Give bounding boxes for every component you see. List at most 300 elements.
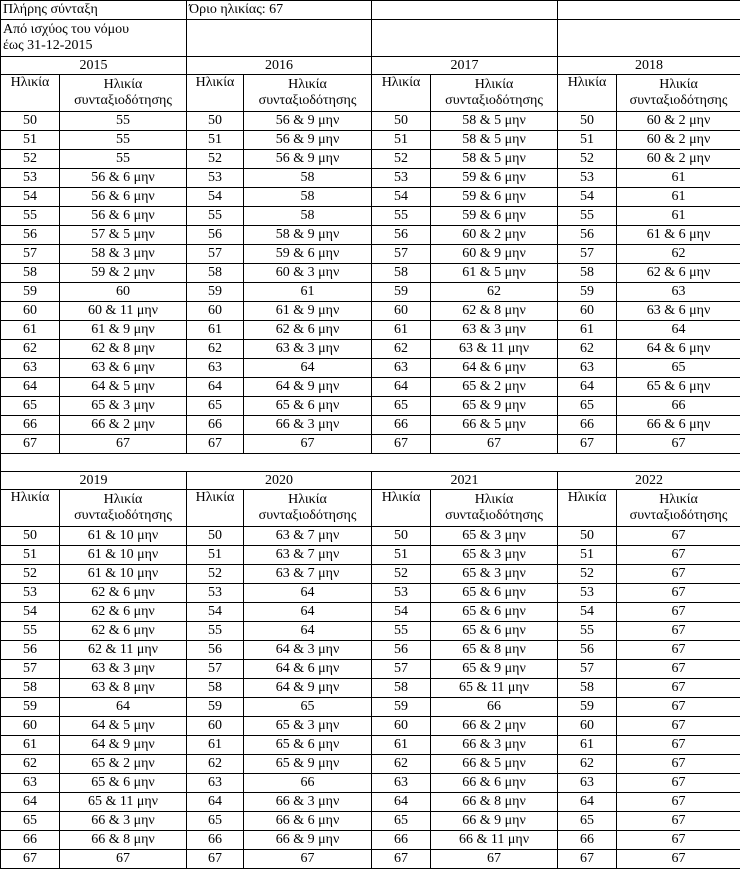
empty-cell[interactable] [558,1,740,20]
age-cell[interactable]: 62 [1,340,60,359]
pension-age-cell[interactable]: 62 & 6 μην [617,264,740,283]
age-cell[interactable]: 58 [372,679,431,698]
age-cell[interactable]: 55 [187,207,244,226]
pension-age-column-label[interactable] [431,490,558,527]
age-cell[interactable]: 60 [1,717,60,736]
age-column-label[interactable]: Ηλικία [187,75,244,112]
age-cell[interactable]: 50 [372,112,431,131]
age-cell[interactable]: 56 [1,226,60,245]
empty-cell[interactable] [372,1,558,20]
pension-age-cell[interactable]: 65 & 6 μην [617,378,740,397]
age-cell[interactable]: 61 [187,321,244,340]
age-cell[interactable]: 50 [558,527,617,546]
age-cell[interactable]: 52 [187,565,244,584]
pension-age-cell[interactable]: 66 & 6 μην [244,812,372,831]
age-cell[interactable]: 55 [372,622,431,641]
year-header-cell[interactable]: 2016 [187,57,372,75]
pension-age-cell[interactable]: 61 & 5 μην [431,264,558,283]
pension-age-cell[interactable]: 65 & 6 μην [60,774,187,793]
pension-age-cell[interactable]: 66 & 6 μην [431,774,558,793]
age-cell[interactable]: 55 [558,207,617,226]
pension-age-cell[interactable]: 67 [617,435,740,454]
pension-age-cell[interactable]: 66 & 3 μην [431,736,558,755]
age-cell[interactable]: 66 [187,416,244,435]
age-cell[interactable]: 66 [558,416,617,435]
pension-age-cell[interactable]: 65 & 11 μην [60,793,187,812]
pension-age-cell[interactable]: 67 [617,774,740,793]
age-cell[interactable]: 57 [558,245,617,264]
age-cell[interactable]: 60 [372,717,431,736]
age-cell[interactable]: 56 [187,226,244,245]
age-cell[interactable]: 56 [372,226,431,245]
pension-age-cell[interactable]: 62 [617,245,740,264]
pension-age-cell[interactable]: 61 & 10 μην [60,546,187,565]
pension-age-cell[interactable]: 67 [617,546,740,565]
age-cell[interactable]: 67 [187,435,244,454]
pension-age-cell[interactable]: 66 & 8 μην [431,793,558,812]
pension-age-cell[interactable]: 66 & 2 μην [431,717,558,736]
age-cell[interactable]: 65 [558,812,617,831]
pension-age-cell[interactable]: 65 & 3 μην [60,397,187,416]
age-column-label[interactable]: Ηλικία [1,490,60,527]
age-cell[interactable]: 58 [187,679,244,698]
pension-age-cell[interactable]: 55 [60,131,187,150]
pension-age-cell[interactable]: 67 [244,850,372,869]
age-cell[interactable]: 66 [372,831,431,850]
age-cell[interactable]: 64 [1,378,60,397]
pension-age-column-label[interactable] [60,490,187,527]
age-cell[interactable]: 54 [558,188,617,207]
age-cell[interactable]: 63 [558,359,617,378]
pension-age-cell[interactable]: 67 [244,435,372,454]
pension-age-cell[interactable]: 57 & 5 μην [60,226,187,245]
pension-age-cell[interactable]: 59 & 6 μην [244,245,372,264]
age-cell[interactable]: 51 [1,131,60,150]
year-header-cell[interactable]: 2015 [1,57,187,75]
age-cell[interactable]: 56 [558,641,617,660]
age-cell[interactable]: 65 [372,812,431,831]
pension-age-cell[interactable]: 65 & 3 μην [431,527,558,546]
age-cell[interactable]: 57 [1,245,60,264]
pension-age-cell[interactable]: 64 [244,584,372,603]
pension-age-cell[interactable]: 58 & 9 μην [244,226,372,245]
age-cell[interactable]: 66 [1,831,60,850]
pension-age-cell[interactable]: 61 [244,283,372,302]
pension-age-cell[interactable]: 66 [431,698,558,717]
pension-age-cell[interactable]: 64 [244,622,372,641]
age-cell[interactable]: 52 [187,150,244,169]
pension-age-cell[interactable]: 62 & 8 μην [431,302,558,321]
age-cell[interactable]: 65 [1,812,60,831]
age-cell[interactable]: 50 [187,112,244,131]
pension-age-cell[interactable]: 56 & 6 μην [60,169,187,188]
age-cell[interactable]: 50 [1,112,60,131]
year-header-cell[interactable]: 2021 [372,472,558,490]
age-cell[interactable]: 52 [558,150,617,169]
pension-age-column-label[interactable] [431,75,558,112]
age-cell[interactable]: 55 [558,622,617,641]
pension-age-cell[interactable]: 67 [60,850,187,869]
pension-age-cell[interactable]: 67 [617,584,740,603]
pension-age-cell[interactable]: 58 [244,169,372,188]
age-cell[interactable]: 56 [1,641,60,660]
sheet-title[interactable]: Πλήρης σύνταξη [1,1,187,20]
age-cell[interactable]: 56 [187,641,244,660]
pension-age-cell[interactable]: 58 & 5 μην [431,150,558,169]
pension-age-cell[interactable]: 64 [244,603,372,622]
age-cell[interactable]: 52 [1,150,60,169]
age-cell[interactable]: 63 [1,774,60,793]
pension-age-column-label[interactable] [617,75,740,112]
age-cell[interactable]: 67 [1,435,60,454]
age-cell[interactable]: 60 [558,717,617,736]
age-column-label[interactable]: Ηλικία [372,490,431,527]
age-cell[interactable]: 66 [372,416,431,435]
pension-age-cell[interactable]: 64 & 3 μην [244,641,372,660]
age-cell[interactable]: 66 [558,831,617,850]
age-cell[interactable]: 62 [372,340,431,359]
age-cell[interactable]: 66 [1,416,60,435]
age-cell[interactable]: 53 [558,169,617,188]
age-cell[interactable]: 53 [372,169,431,188]
pension-age-cell[interactable]: 64 & 9 μην [244,679,372,698]
pension-age-cell[interactable]: 64 & 6 μην [431,359,558,378]
pension-age-cell[interactable]: 55 [60,112,187,131]
pension-age-cell[interactable]: 60 & 2 μην [617,150,740,169]
age-cell[interactable]: 53 [1,584,60,603]
pension-age-cell[interactable]: 60 & 9 μην [431,245,558,264]
age-cell[interactable]: 65 [558,397,617,416]
age-cell[interactable]: 63 [1,359,60,378]
age-cell[interactable]: 57 [372,660,431,679]
age-cell[interactable]: 56 [558,226,617,245]
pension-age-cell[interactable]: 63 & 3 μην [60,660,187,679]
pension-age-cell[interactable]: 66 & 8 μην [60,831,187,850]
age-cell[interactable]: 53 [187,169,244,188]
pension-age-cell[interactable]: 64 [60,698,187,717]
pension-age-cell[interactable]: 67 [617,527,740,546]
age-cell[interactable]: 65 [1,397,60,416]
age-cell[interactable]: 62 [1,755,60,774]
year-header-cell[interactable]: 2019 [1,472,187,490]
pension-age-cell[interactable]: 67 [617,660,740,679]
age-cell[interactable]: 62 [187,340,244,359]
age-column-label[interactable]: Ηλικία [1,75,60,112]
pension-age-cell[interactable]: 59 & 6 μην [431,188,558,207]
age-cell[interactable]: 60 [558,302,617,321]
pension-age-cell[interactable]: 66 & 6 μην [617,416,740,435]
pension-age-cell[interactable]: 66 & 5 μην [431,755,558,774]
age-cell[interactable]: 67 [558,435,617,454]
age-cell[interactable]: 58 [558,679,617,698]
pension-age-cell[interactable]: 67 [617,698,740,717]
age-cell[interactable]: 65 [187,812,244,831]
age-cell[interactable]: 65 [372,397,431,416]
pension-age-cell[interactable]: 64 & 9 μην [60,736,187,755]
age-limit-cell[interactable]: Όριο ηλικίας: 67 [187,1,372,20]
empty-cell[interactable] [187,20,372,57]
pension-age-cell[interactable]: 67 [617,831,740,850]
age-cell[interactable]: 55 [1,207,60,226]
pension-age-cell[interactable]: 66 & 11 μην [431,831,558,850]
pension-age-cell[interactable]: 66 [617,397,740,416]
pension-age-cell[interactable]: 65 & 8 μην [431,641,558,660]
pension-age-cell[interactable]: 65 & 2 μην [431,378,558,397]
pension-age-cell[interactable]: 66 & 3 μην [244,416,372,435]
age-cell[interactable]: 64 [187,793,244,812]
age-cell[interactable]: 52 [372,565,431,584]
age-cell[interactable]: 60 [372,302,431,321]
age-cell[interactable]: 52 [1,565,60,584]
pension-age-cell[interactable]: 58 [244,188,372,207]
year-header-cell[interactable]: 2017 [372,57,558,75]
pension-age-cell[interactable]: 61 & 10 μην [60,527,187,546]
pension-age-cell[interactable]: 59 & 6 μην [431,207,558,226]
age-cell[interactable]: 57 [558,660,617,679]
age-cell[interactable]: 52 [372,150,431,169]
pension-age-cell[interactable]: 66 & 3 μην [60,812,187,831]
pension-age-cell[interactable]: 65 & 9 μην [244,755,372,774]
pension-age-cell[interactable]: 59 & 2 μην [60,264,187,283]
age-cell[interactable]: 57 [187,245,244,264]
pension-age-column-label[interactable] [617,490,740,527]
age-cell[interactable]: 62 [558,340,617,359]
pension-age-cell[interactable]: 66 & 5 μην [431,416,558,435]
law-note-cell[interactable] [1,20,187,57]
pension-age-cell[interactable]: 62 & 11 μην [60,641,187,660]
age-cell[interactable]: 64 [187,378,244,397]
age-cell[interactable]: 64 [558,793,617,812]
pension-age-cell[interactable]: 63 & 3 μην [244,340,372,359]
age-cell[interactable]: 62 [187,755,244,774]
age-cell[interactable]: 63 [372,359,431,378]
pension-age-cell[interactable]: 67 [617,679,740,698]
age-cell[interactable]: 59 [187,283,244,302]
age-cell[interactable]: 61 [1,736,60,755]
age-column-label[interactable]: Ηλικία [372,75,431,112]
pension-age-cell[interactable]: 67 [617,812,740,831]
age-cell[interactable]: 51 [558,131,617,150]
pension-age-cell[interactable]: 63 & 7 μην [244,527,372,546]
age-cell[interactable]: 57 [187,660,244,679]
pension-age-cell[interactable]: 67 [617,850,740,869]
age-cell[interactable]: 65 [187,397,244,416]
age-cell[interactable]: 54 [187,188,244,207]
pension-age-cell[interactable]: 65 & 2 μην [60,755,187,774]
age-cell[interactable]: 67 [558,850,617,869]
age-cell[interactable]: 51 [1,546,60,565]
age-cell[interactable]: 53 [187,584,244,603]
pension-age-cell[interactable]: 60 & 2 μην [617,112,740,131]
pension-age-cell[interactable]: 55 [60,150,187,169]
age-cell[interactable]: 61 [187,736,244,755]
age-cell[interactable]: 59 [1,698,60,717]
age-cell[interactable]: 53 [558,584,617,603]
age-cell[interactable]: 51 [372,546,431,565]
pension-age-cell[interactable]: 65 & 6 μην [431,603,558,622]
pension-age-cell[interactable]: 60 & 2 μην [431,226,558,245]
pension-age-column-label[interactable] [60,75,187,112]
age-cell[interactable]: 54 [1,603,60,622]
pension-age-cell[interactable]: 64 & 9 μην [244,378,372,397]
pension-age-cell[interactable]: 66 & 9 μην [244,831,372,850]
age-cell[interactable]: 56 [372,641,431,660]
pension-age-cell[interactable]: 64 [617,321,740,340]
age-cell[interactable]: 54 [372,188,431,207]
pension-age-cell[interactable]: 63 [617,283,740,302]
pension-age-cell[interactable]: 65 & 6 μην [244,397,372,416]
age-cell[interactable]: 53 [1,169,60,188]
pension-age-cell[interactable]: 67 [617,736,740,755]
pension-age-cell[interactable]: 63 & 3 μην [431,321,558,340]
age-cell[interactable]: 57 [372,245,431,264]
pension-age-cell[interactable]: 59 & 6 μην [431,169,558,188]
pension-age-cell[interactable]: 61 [617,207,740,226]
pension-age-cell[interactable]: 65 [617,359,740,378]
pension-age-cell[interactable]: 67 [617,622,740,641]
pension-age-cell[interactable]: 64 & 6 μην [617,340,740,359]
age-cell[interactable]: 64 [372,793,431,812]
age-cell[interactable]: 66 [187,831,244,850]
age-cell[interactable]: 55 [372,207,431,226]
age-cell[interactable]: 50 [372,527,431,546]
age-column-label[interactable]: Ηλικία [558,75,617,112]
age-cell[interactable]: 61 [372,321,431,340]
pension-age-cell[interactable]: 60 & 11 μην [60,302,187,321]
age-cell[interactable]: 54 [372,603,431,622]
age-cell[interactable]: 59 [1,283,60,302]
pension-age-cell[interactable]: 67 [617,755,740,774]
pension-age-cell[interactable]: 67 [617,603,740,622]
pension-age-cell[interactable]: 58 & 5 μην [431,131,558,150]
age-cell[interactable]: 62 [372,755,431,774]
pension-age-cell[interactable]: 65 & 6 μην [431,584,558,603]
age-cell[interactable]: 51 [372,131,431,150]
age-cell[interactable]: 52 [558,565,617,584]
pension-age-cell[interactable]: 61 [617,188,740,207]
pension-age-cell[interactable]: 63 & 8 μην [60,679,187,698]
pension-age-cell[interactable]: 56 & 9 μην [244,150,372,169]
pension-age-cell[interactable]: 56 & 9 μην [244,112,372,131]
pension-age-column-label[interactable] [244,490,372,527]
pension-age-cell[interactable]: 56 & 9 μην [244,131,372,150]
pension-age-cell[interactable]: 58 [244,207,372,226]
age-cell[interactable]: 57 [1,660,60,679]
pension-age-cell[interactable]: 65 [244,698,372,717]
pension-age-cell[interactable]: 58 & 3 μην [60,245,187,264]
pension-age-cell[interactable]: 65 & 9 μην [431,660,558,679]
pension-age-cell[interactable]: 62 & 6 μην [60,584,187,603]
pension-age-cell[interactable]: 65 & 6 μην [431,622,558,641]
pension-age-cell[interactable]: 66 & 2 μην [60,416,187,435]
age-cell[interactable]: 51 [187,131,244,150]
spacer-cell[interactable] [1,454,740,472]
age-cell[interactable]: 64 [372,378,431,397]
empty-cell[interactable] [372,20,558,57]
pension-age-cell[interactable]: 64 [244,359,372,378]
age-cell[interactable]: 59 [372,283,431,302]
age-cell[interactable]: 53 [372,584,431,603]
age-cell[interactable]: 61 [372,736,431,755]
pension-age-cell[interactable]: 63 & 6 μην [60,359,187,378]
age-cell[interactable]: 58 [1,264,60,283]
pension-age-cell[interactable]: 63 & 7 μην [244,546,372,565]
pension-age-cell[interactable]: 56 & 6 μην [60,188,187,207]
age-cell[interactable]: 61 [558,736,617,755]
age-cell[interactable]: 60 [187,717,244,736]
age-cell[interactable]: 67 [372,850,431,869]
pension-age-cell[interactable]: 56 & 6 μην [60,207,187,226]
pension-age-cell[interactable]: 67 [617,793,740,812]
year-header-cell[interactable]: 2020 [187,472,372,490]
age-column-label[interactable]: Ηλικία [187,490,244,527]
age-cell[interactable]: 60 [187,302,244,321]
pension-age-cell[interactable]: 61 & 6 μην [617,226,740,245]
age-cell[interactable]: 51 [187,546,244,565]
pension-age-cell[interactable]: 63 & 7 μην [244,565,372,584]
age-cell[interactable]: 58 [372,264,431,283]
pension-age-cell[interactable]: 65 & 11 μην [431,679,558,698]
pension-age-cell[interactable]: 67 [431,850,558,869]
age-cell[interactable]: 61 [558,321,617,340]
pension-age-cell[interactable]: 65 & 9 μην [431,397,558,416]
age-cell[interactable]: 50 [1,527,60,546]
age-cell[interactable]: 50 [558,112,617,131]
age-cell[interactable]: 58 [1,679,60,698]
year-header-cell[interactable]: 2018 [558,57,740,75]
age-cell[interactable]: 59 [372,698,431,717]
age-cell[interactable]: 54 [558,603,617,622]
age-cell[interactable]: 60 [1,302,60,321]
pension-age-cell[interactable]: 65 & 3 μην [244,717,372,736]
pension-age-cell[interactable]: 66 & 3 μην [244,793,372,812]
pension-age-cell[interactable]: 60 & 2 μην [617,131,740,150]
age-cell[interactable]: 51 [558,546,617,565]
pension-age-cell[interactable]: 67 [60,435,187,454]
pension-age-cell[interactable]: 67 [617,641,740,660]
age-cell[interactable]: 54 [187,603,244,622]
pension-age-cell[interactable]: 66 & 9 μην [431,812,558,831]
pension-age-cell[interactable]: 64 & 5 μην [60,378,187,397]
age-cell[interactable]: 59 [558,283,617,302]
pension-age-cell[interactable]: 61 [617,169,740,188]
age-cell[interactable]: 67 [372,435,431,454]
pension-age-cell[interactable]: 63 & 11 μην [431,340,558,359]
age-column-label[interactable]: Ηλικία [558,490,617,527]
pension-age-cell[interactable]: 61 & 9 μην [244,302,372,321]
pension-age-cell[interactable]: 60 & 3 μην [244,264,372,283]
age-cell[interactable]: 63 [372,774,431,793]
age-cell[interactable]: 55 [187,622,244,641]
pension-age-cell[interactable]: 62 & 6 μην [244,321,372,340]
pension-age-cell[interactable]: 67 [617,565,740,584]
pension-age-cell[interactable]: 61 & 9 μην [60,321,187,340]
age-cell[interactable]: 62 [558,755,617,774]
pension-age-cell[interactable]: 67 [617,717,740,736]
pension-age-cell[interactable]: 65 & 3 μην [431,546,558,565]
pension-age-cell[interactable]: 67 [431,435,558,454]
pension-age-column-label[interactable] [244,75,372,112]
age-cell[interactable]: 59 [187,698,244,717]
age-cell[interactable]: 63 [187,359,244,378]
age-cell[interactable]: 64 [558,378,617,397]
age-cell[interactable]: 50 [187,527,244,546]
age-cell[interactable]: 64 [1,793,60,812]
pension-age-cell[interactable]: 60 [60,283,187,302]
pension-age-cell[interactable]: 65 & 3 μην [431,565,558,584]
age-cell[interactable]: 63 [187,774,244,793]
age-cell[interactable]: 58 [187,264,244,283]
